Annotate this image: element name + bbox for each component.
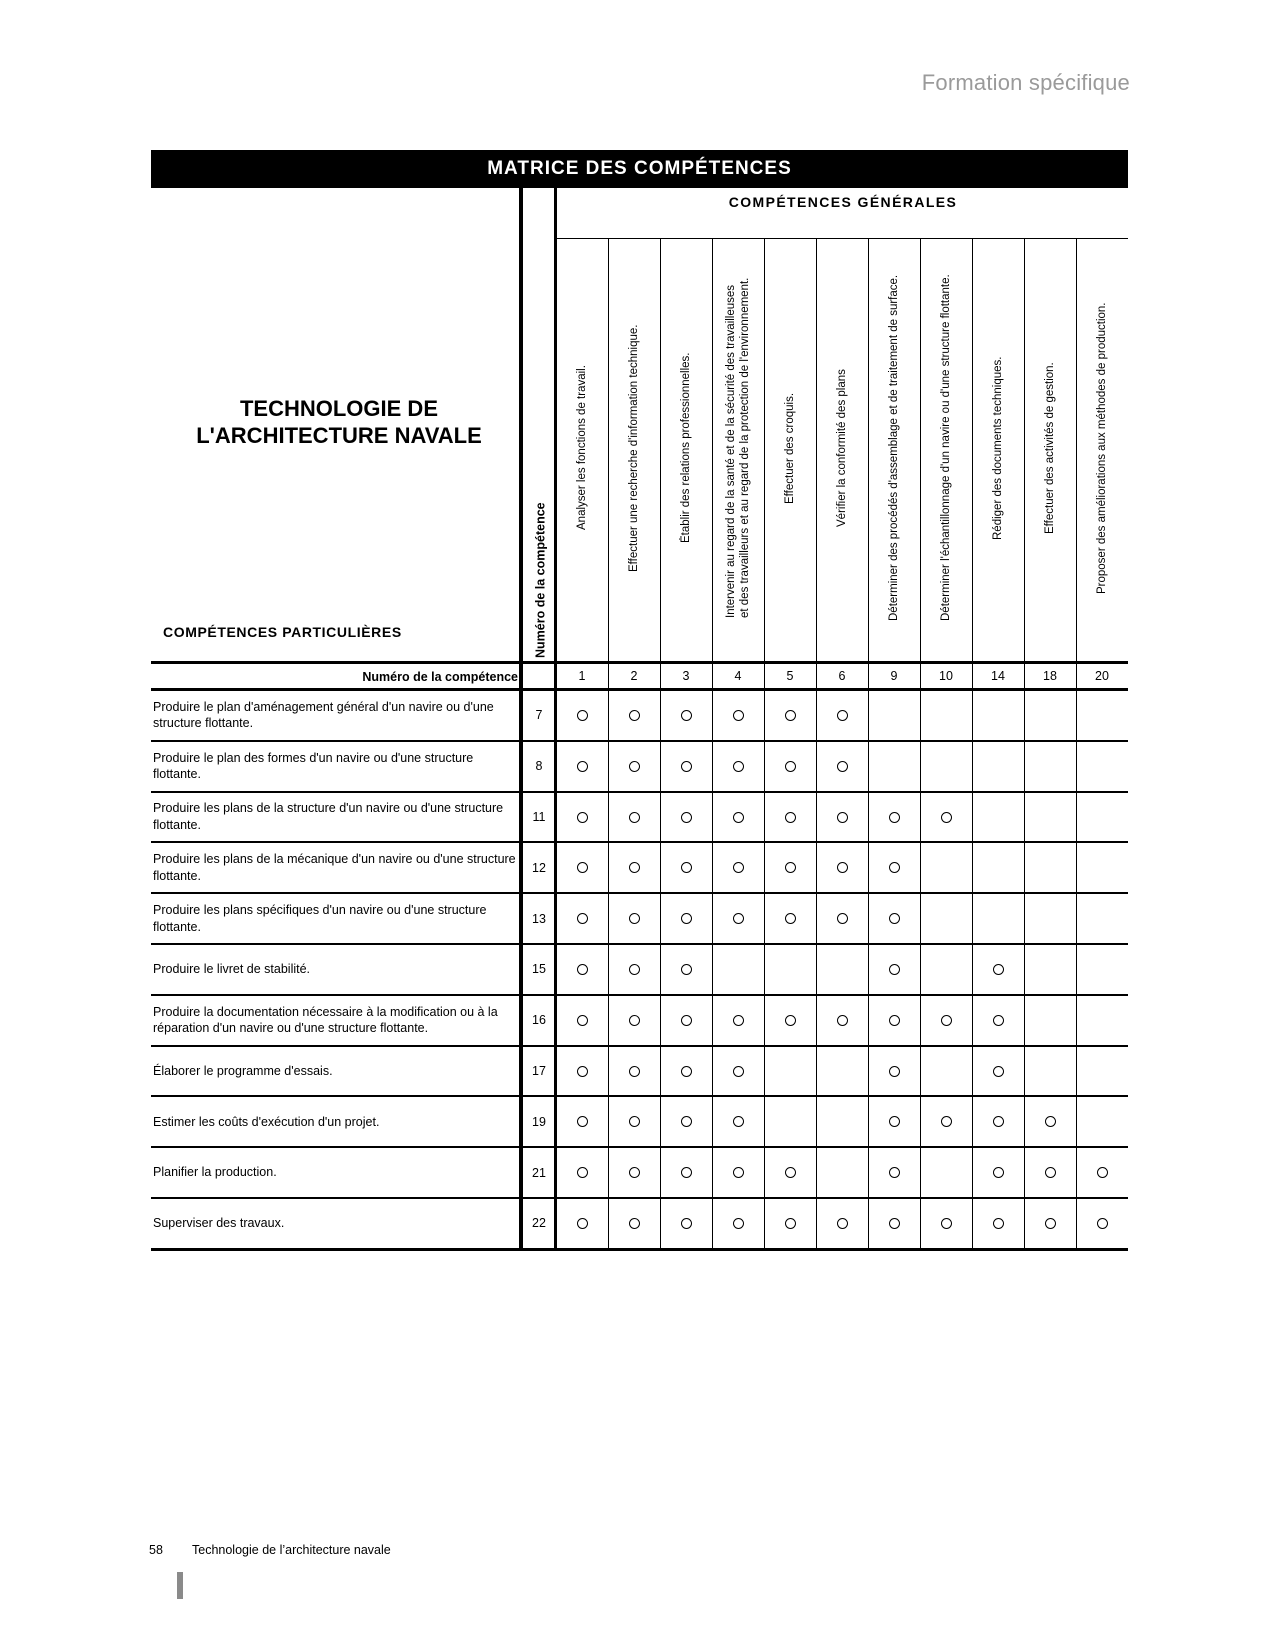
- competency-link-mark: [837, 761, 848, 772]
- competency-link-mark: [889, 913, 900, 924]
- competency-link-mark: [733, 913, 744, 924]
- competency-link-mark: [629, 1167, 640, 1178]
- competency-link-mark: [1045, 1218, 1056, 1229]
- competency-link-mark: [941, 1116, 952, 1127]
- competency-link-mark: [733, 862, 744, 873]
- competency-link-mark: [837, 812, 848, 823]
- general-competency-number: 5: [786, 669, 794, 683]
- competency-link-mark: [837, 862, 848, 873]
- competency-link-mark: [681, 761, 692, 772]
- general-competency-number: 14: [991, 669, 1005, 683]
- competency-link-mark: [733, 761, 744, 772]
- competency-link-mark: [629, 812, 640, 823]
- competency-link-mark: [837, 1218, 848, 1229]
- row-divider: [151, 1146, 1128, 1148]
- footer-page-number: 58: [149, 1543, 163, 1557]
- general-competency-number: 6: [838, 669, 846, 683]
- row-divider: [151, 841, 1128, 843]
- general-competency-label: Proposer des améliorations aux méthodes de production.: [1096, 302, 1108, 594]
- particular-competency-label: Produire le plan des formes d'un navire ou d'une structure flottante.: [153, 750, 474, 782]
- general-competency-label: Déterminer des procédés d'assemblage et de traitement de surface.: [888, 274, 900, 622]
- competency-link-mark: [733, 1116, 744, 1127]
- competency-link-mark: [785, 710, 796, 721]
- general-competency-label: Rédiger des documents techniques.: [992, 356, 1004, 540]
- row-divider: [151, 1045, 1128, 1047]
- competency-link-mark: [889, 862, 900, 873]
- particular-competency-number: 22: [532, 1216, 546, 1231]
- general-competency-label: Établir des relations professionnelles.: [680, 352, 692, 544]
- competency-link-mark: [577, 862, 588, 873]
- footer-document-title: Technologie de l’architecture navale: [192, 1543, 391, 1557]
- general-competency-number: 1: [578, 669, 586, 683]
- general-header-divider: [556, 238, 1128, 239]
- particular-competency-number: 13: [532, 911, 546, 926]
- general-competency-label: Effectuer des activités de gestion.: [1044, 362, 1056, 534]
- competency-link-mark: [681, 812, 692, 823]
- competency-link-mark: [785, 812, 796, 823]
- particular-competency-label: Estimer les coûts d'exécution d'un projet.: [153, 1114, 380, 1129]
- competency-link-mark: [629, 1015, 640, 1026]
- footer-marker: [177, 1572, 183, 1599]
- competency-link-mark: [1097, 1218, 1108, 1229]
- competency-link-mark: [629, 1218, 640, 1229]
- competency-link-mark: [889, 1167, 900, 1178]
- competency-link-mark: [577, 812, 588, 823]
- competency-link-mark: [577, 1167, 588, 1178]
- general-competency-number: 20: [1095, 669, 1109, 683]
- particular-competency-number: 16: [532, 1013, 546, 1028]
- competency-link-mark: [733, 1066, 744, 1077]
- competency-link-mark: [941, 812, 952, 823]
- competency-link-mark: [681, 1066, 692, 1077]
- row-divider: [151, 740, 1128, 742]
- separator-left-thick: [519, 188, 523, 1249]
- competency-link-mark: [785, 761, 796, 772]
- row-divider: [151, 994, 1128, 996]
- competency-link-mark: [837, 913, 848, 924]
- competency-link-mark: [733, 1167, 744, 1178]
- competency-link-mark: [733, 710, 744, 721]
- competency-link-mark: [629, 964, 640, 975]
- general-competency-number: 4: [734, 669, 742, 683]
- competency-link-mark: [889, 1015, 900, 1026]
- matrix-title: MATRICE DES COMPÉTENCES: [151, 150, 1128, 188]
- competency-link-mark: [577, 1116, 588, 1127]
- particular-competency-label: Élaborer le programme d'essais.: [153, 1063, 333, 1078]
- competency-link-mark: [993, 1116, 1004, 1127]
- competency-link-mark: [733, 1015, 744, 1026]
- row-divider: [151, 943, 1128, 945]
- competency-link-mark: [681, 1015, 692, 1026]
- competency-link-mark: [681, 1218, 692, 1229]
- general-competency-number: 2: [630, 669, 638, 683]
- general-competency-label: Déterminer l'échantillonnage d'un navire ou d'une structure flottante.: [940, 274, 952, 622]
- row-divider: [151, 892, 1128, 894]
- competency-link-mark: [733, 812, 744, 823]
- general-competency-label: Intervenir au regard de la santé et de la sécurité des travailleuses et des travailleurs et au regard de la protection de l'environnement.: [725, 277, 751, 619]
- competency-link-mark: [837, 1015, 848, 1026]
- general-competency-label: Vérifier la conformité des plans: [836, 369, 848, 527]
- competency-link-mark: [785, 1167, 796, 1178]
- table-bottom-rule: [151, 1248, 1128, 1251]
- competency-link-mark: [993, 1218, 1004, 1229]
- competency-link-mark: [941, 1015, 952, 1026]
- particular-competency-label: Produire les plans de la mécanique d'un navire ou d'une structure flottante.: [153, 852, 516, 883]
- competency-link-mark: [889, 1066, 900, 1077]
- general-competency-label: Effectuer des croquis.: [784, 392, 796, 504]
- competency-link-mark: [1045, 1167, 1056, 1178]
- particular-competency-number: 21: [532, 1165, 546, 1180]
- competency-link-mark: [629, 862, 640, 873]
- particular-competency-number: 12: [532, 860, 546, 875]
- competency-link-mark: [681, 862, 692, 873]
- competency-link-mark: [577, 913, 588, 924]
- competency-link-mark: [577, 1015, 588, 1026]
- competency-link-mark: [733, 1218, 744, 1229]
- competency-link-mark: [577, 1066, 588, 1077]
- competency-matrix: [151, 150, 1128, 1290]
- particular-competency-label: Superviser des travaux.: [153, 1216, 285, 1231]
- competency-link-mark: [889, 812, 900, 823]
- competency-link-mark: [785, 862, 796, 873]
- particular-competency-label: Produire le livret de stabilité.: [153, 962, 311, 977]
- header-bottom-rule: [151, 661, 1128, 664]
- separator-num-thick: [554, 188, 557, 1249]
- competency-link-mark: [837, 710, 848, 721]
- competency-link-mark: [577, 1218, 588, 1229]
- competency-link-mark: [681, 913, 692, 924]
- competency-link-mark: [629, 761, 640, 772]
- competency-link-mark: [681, 1167, 692, 1178]
- competency-link-mark: [1097, 1167, 1108, 1178]
- competency-link-mark: [993, 964, 1004, 975]
- competency-link-mark: [577, 964, 588, 975]
- row-divider: [151, 791, 1128, 793]
- competency-link-mark: [681, 710, 692, 721]
- particular-competencies-heading: COMPÉTENCES PARTICULIÈRES: [163, 624, 402, 640]
- number-row-bottom-rule: [151, 688, 1128, 691]
- competency-link-mark: [941, 1218, 952, 1229]
- competency-link-mark: [993, 1015, 1004, 1026]
- competency-link-mark: [577, 710, 588, 721]
- competence-number-vertical-label: Numéro de la compétence: [533, 502, 548, 658]
- competency-link-mark: [681, 964, 692, 975]
- particular-competency-label: Produire le plan d'aménagement général d'un navire ou d'une structure flottante.: [153, 699, 494, 731]
- particular-competency-label: Produire la documentation nécessaire à la modification ou à la réparation d'un navire ou d'une structure flottante.: [153, 1004, 498, 1036]
- particular-competency-label: Produire les plans spécifiques d'un navire ou d'une structure flottante.: [153, 903, 487, 934]
- general-competencies-heading: COMPÉTENCES GÉNÉRALES: [728, 194, 958, 210]
- general-competency-label: Effectuer une recherche d'information technique.: [628, 324, 640, 572]
- competency-link-mark: [629, 1116, 640, 1127]
- particular-competency-number: 7: [535, 708, 543, 723]
- particular-competency-label: Planifier la production.: [153, 1165, 277, 1180]
- particular-competency-number: 11: [532, 809, 546, 824]
- competency-link-mark: [993, 1167, 1004, 1178]
- competency-link-mark: [1045, 1116, 1056, 1127]
- competency-link-mark: [785, 1218, 796, 1229]
- particular-competency-number: 15: [532, 962, 546, 977]
- particular-competency-number: 8: [535, 759, 543, 774]
- general-competency-label: Analyser les fonctions de travail.: [576, 365, 588, 531]
- general-competency-number: 3: [682, 669, 690, 683]
- competency-link-mark: [993, 1066, 1004, 1077]
- competency-link-mark: [889, 964, 900, 975]
- particular-competency-label: Produire les plans de la structure d'un navire ou d'une structure flottante.: [153, 801, 504, 832]
- general-competency-number: 9: [890, 669, 898, 683]
- competency-link-mark: [889, 1116, 900, 1127]
- competency-link-mark: [785, 913, 796, 924]
- running-header: Formation spécifique: [921, 70, 1130, 95]
- competency-link-mark: [629, 710, 640, 721]
- competency-link-mark: [681, 1116, 692, 1127]
- competency-link-mark: [577, 761, 588, 772]
- competency-link-mark: [889, 1218, 900, 1229]
- competence-number-row-label: Numéro de la compétence: [362, 670, 518, 684]
- row-divider: [151, 1095, 1128, 1097]
- particular-competency-number: 17: [532, 1063, 546, 1078]
- general-competency-number: 18: [1043, 669, 1057, 683]
- competency-link-mark: [629, 1066, 640, 1077]
- competency-link-mark: [785, 1015, 796, 1026]
- row-divider: [151, 1197, 1128, 1199]
- particular-competency-number: 19: [532, 1114, 546, 1129]
- general-competency-number: 10: [939, 669, 953, 683]
- program-title: TECHNOLOGIE DE L'ARCHITECTURE NAVALE: [196, 396, 482, 448]
- competency-link-mark: [629, 913, 640, 924]
